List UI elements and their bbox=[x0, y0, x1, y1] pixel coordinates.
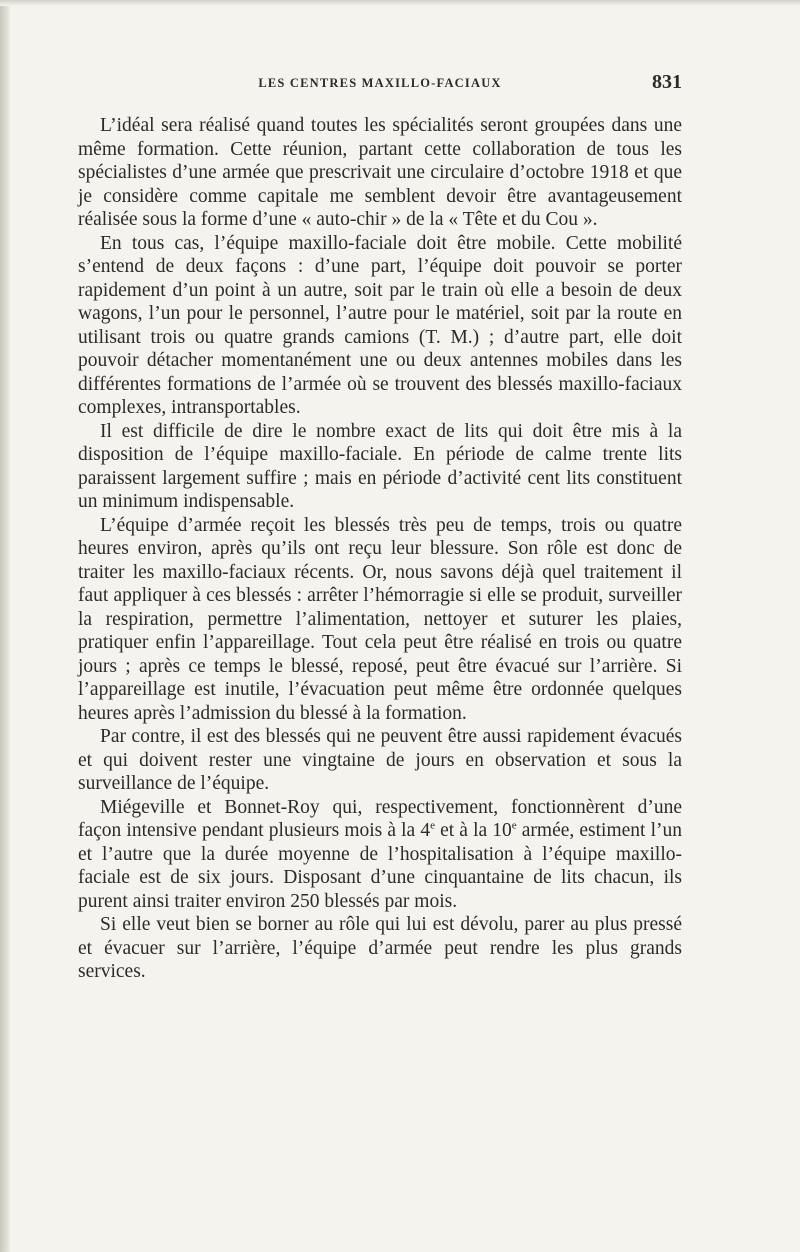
paragraph-ideal: L’idéal sera réalisé quand toutes les spécialités seront groupées dans une même formation. Cette réunion, partant cette collaboration de tous les spécialistes d’une armée que prescrivait une circulaire d’octobre 1918 et que je considère comme capitale me semblent devoir être avantageusement réalisée sous la forme d’une « auto-chir » de la « Tête et du Cou ». bbox=[78, 115, 682, 230]
paragraph-beds: Il est difficile de dire le nombre exact de lits qui doit être mis à la disposition de l’équipe maxillo-faciale. En période de calme trente lits paraissent largement suffire ; mais en période d’activité cent lits constituent un minimum indispensable. bbox=[78, 420, 682, 512]
page-number: 831 bbox=[652, 71, 682, 93]
paragraph-miegeville bbox=[78, 796, 682, 914]
paragraph-observation: Par contre, il est des blessés qui ne peuvent être aussi rapidement évacués et qui doivent rester une vingtaine de jours en observation et sous la surveillance de l’équipe. bbox=[78, 726, 682, 794]
superscript: e bbox=[511, 819, 517, 832]
paragraph-conclusion: Si elle veut bien se borner au rôle qui lui est dévolu, parer au plus pressé et évacuer sur l’arrière, l’équipe d’armée peut rendre les plus grands services. bbox=[78, 914, 682, 982]
superscript: e bbox=[430, 819, 435, 832]
text-span: et à la 10 bbox=[434, 820, 512, 841]
body-text bbox=[78, 114, 682, 984]
scan-shadow-top bbox=[0, 0, 800, 6]
text-span: Miégeville et Bonnet-Roy qui, respectivement, fonctionnèrent d’une façon intensive pendant plusieurs mois à la 4 bbox=[78, 796, 682, 841]
paragraph-army-team: L’équipe d’armée reçoit les blessés très peu de temps, trois ou quatre heures environ, après qu’ils ont reçu leur blessure. Son rôle est donc de traiter les maxillo-faciaux récents. Or, nous savons déjà quel traitement il faut appliquer à ces blessés : arrêter l’hémorragie si elle se produit, surveiller la respiration, permettre l’alimentation, nettoyer et suturer les plaies, pratiquer enfin l’appareillage. Tout cela peut être réalisé en trois ou quatre jours ; après ce temps le blessé, reposé, peut être évacué sur l’arrière. Si l’appareillage est inutile, l’évacuation peut même être ordonnée quelques heures après l’admission du blessé à la formation. bbox=[78, 514, 682, 724]
running-head: LES CENTRES MAXILLO-FACIAUX bbox=[258, 76, 502, 90]
scan-shadow-left bbox=[0, 0, 10, 1252]
page-header bbox=[78, 64, 682, 104]
paragraph-mobility: En tous cas, l’équipe maxillo-faciale doit être mobile. Cette mobilité s’entend de deux façons : d’une part, l’équipe doit pouvoir se porter rapidement d’un point à un autre, soit par le train où elle a besoin de deux wagons, l’un pour le personnel, l’autre pour le matériel, soit par la route en utilisant trois ou quatre grands camions (T. M.) ; d’autre part, elle doit pouvoir détacher momentanément une ou deux antennes mobiles dans les différentes formations de l’armée où se trouvent des blessés maxillo-faciaux complexes, intransportables. bbox=[78, 232, 682, 418]
text-span: armée, estiment l’un et l’autre que la durée moyenne de l’hospitalisation à l’équipe maxillo-faciale est de six jours. Disposant d’une cinquantaine de lits chacun, ils purent ainsi traiter environ 250 blessés par mois. bbox=[78, 820, 682, 912]
book-page bbox=[78, 64, 682, 984]
